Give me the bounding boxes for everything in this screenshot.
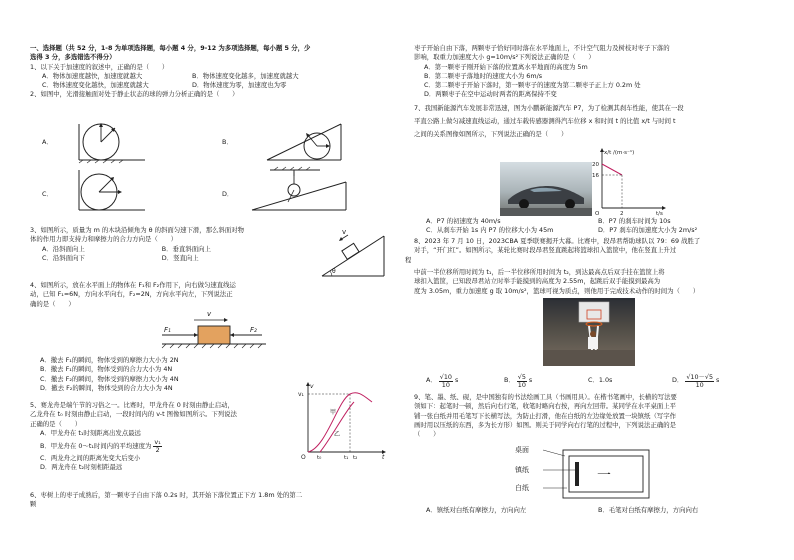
q5-graph-t2: t₂ xyxy=(353,455,358,460)
q3-option-a[interactable]: A．沿斜面向上 xyxy=(42,244,85,253)
q7-option-a[interactable]: A．P7 的初速度为 40m/s xyxy=(426,217,501,225)
q8-option-d-fraction xyxy=(685,374,714,389)
section-heading: 一、选择题（共 52 分，1-8 为单项选择题，每小题 4 分，9-12 为多项选择题，每小题 5 分，少 xyxy=(30,44,311,52)
q3-line2: 体的作用力即支持力和摩擦力的合力方向是（ ） xyxy=(30,235,177,244)
q8-a-numerator: √10 xyxy=(439,372,452,381)
q2-option-c[interactable]: C． xyxy=(42,190,53,198)
q6-option-d[interactable]: D．两颗枣子在空中运动时两者的距离保持不变 xyxy=(424,90,557,99)
q8-line3: 中前一半位移所用时间为 t₁，后一半位移所用时间为 t₂，到达最高点后双手挂在篮筐上将 xyxy=(414,268,665,276)
q5-option-b-text: B．甲龙舟在 0～t₁时间内的平均速度为 xyxy=(40,441,152,450)
q4-block xyxy=(30,281,392,309)
q5-graph-v-axis: v xyxy=(310,383,314,390)
q9-option-b[interactable]: B．毛笔对白纸有摩擦力，方向向右 xyxy=(598,506,699,514)
q8-option-b-label: B． xyxy=(504,376,515,385)
q8-line5: 度为 3.05m，重力加速度 g 取 10m/s²，篮球可视为质点，则他用于完成技术动作的时间为（ ） xyxy=(414,286,700,295)
q5-graph-t0: t₀ xyxy=(317,455,322,460)
q4-line2: 动，已知 F₁=6N，方向水平向右，F₂=2N，方向水平向左，下列说法正 xyxy=(30,290,233,299)
q7-graph-y-label: x/t /(m·s⁻¹) xyxy=(604,150,635,156)
q9-line5: （ ） xyxy=(414,430,440,439)
q4-option-d[interactable]: D．撤去 F₂的瞬间，物体受到的合力大小为 4N xyxy=(40,383,173,392)
q3-options-row2 xyxy=(30,254,300,263)
q3-fig-theta-label: θ xyxy=(332,268,336,275)
q5-b-numerator: v₁ xyxy=(154,437,161,446)
q5-line1: 5、赛龙舟是端午节的习俗之一。比赛时，甲龙舟在 0 时刻由静止启动， xyxy=(30,401,234,409)
q5-graph-jia: 甲 xyxy=(330,409,337,416)
q6-option-b[interactable]: B．第二颗枣子落地时的速度大小为 6m/s xyxy=(424,71,543,80)
q2-figure-d xyxy=(250,166,350,214)
left-column xyxy=(30,44,392,100)
q8-b-unit: s xyxy=(528,376,533,385)
q8-option-b[interactable] xyxy=(504,374,588,389)
q1-options-row1 xyxy=(30,72,392,81)
q3-fig-v-label: v xyxy=(342,228,347,236)
q9-block xyxy=(414,393,782,439)
q2-option-b[interactable]: B． xyxy=(222,138,233,146)
q5-graph-t-axis: t xyxy=(382,454,385,460)
q3-option-b[interactable]: B．垂直斜面向上 xyxy=(161,244,211,253)
q7-graph-x-label: t/s xyxy=(656,211,663,216)
q5-graph-yi: 乙 xyxy=(334,431,341,438)
q8-d-denominator: 10 xyxy=(695,380,704,389)
q2-figure-b xyxy=(265,116,345,164)
q6-line2: 颗 xyxy=(30,500,37,509)
basketball-dunk-photo xyxy=(543,298,635,366)
q8-option-c[interactable]: C．1.0s xyxy=(588,376,613,385)
q7-xt-graph xyxy=(590,144,670,216)
q8-line1: 8、2023 年 7 月 10 日，2023CBA 夏季联赛揭开大幕。比赛中，段昂君帮助球队以 79：69 战胜了 xyxy=(414,237,701,245)
q9-fig-zhenzhi-label: 镇纸 xyxy=(515,466,529,474)
q7-line3: 之间的关系图像如图所示，下列说法正确的是（ ） xyxy=(414,130,568,139)
q5-b-denominator: 2 xyxy=(155,445,160,454)
q5-graph-v1: v₁ xyxy=(298,391,304,398)
q8-option-b-fraction xyxy=(517,374,527,389)
q4-fig-v-label: v xyxy=(207,310,212,318)
q5-option-c[interactable]: C．两龙舟之间的距离先变大后变小 xyxy=(40,454,141,463)
q4-option-c[interactable]: C．撤去 F₂的瞬间，物体受到的摩擦力大小为 4N xyxy=(40,374,179,383)
q7-options-row1 xyxy=(414,217,782,226)
q1-option-a[interactable]: A．物体加速度越快，加速度就越大 xyxy=(42,71,143,80)
q1-options-row2 xyxy=(30,81,392,90)
car-illustration xyxy=(500,162,592,216)
q8-a-unit: s xyxy=(454,376,459,385)
q9-options xyxy=(414,506,782,515)
q2-option-d[interactable]: D． xyxy=(222,190,234,198)
q7-line2: 平直公路上做匀减速直线运动，通过车载传感器测得汽车位移 x 和时间 t 的比值 x/t 与时间 t xyxy=(414,117,676,126)
q7-options-row2 xyxy=(414,226,782,235)
q8-a-denominator: 10 xyxy=(441,380,450,389)
q7-graph-y20: 20 xyxy=(592,162,599,168)
q3-option-c[interactable]: C．沿斜面向下 xyxy=(42,253,85,262)
q5-option-b-fraction xyxy=(153,439,161,454)
q8-b-numerator: √5 xyxy=(517,372,526,381)
q7-graph-y16: 16 xyxy=(592,173,599,179)
q8-options xyxy=(414,372,782,390)
right-column xyxy=(414,44,782,140)
q4-option-a[interactable]: A．撤去 F₁的瞬间，物体受到的摩擦力大小为 2N xyxy=(40,356,179,364)
q8-line4: 球扣入篮筐，已知段昂君站立时举手能摸到的高度为 2.55m，起跳后双手能摸到最高为 xyxy=(414,277,661,286)
q7-line1: 7、我国新能源汽车发展非常迅速，图为小鹏新能源汽车 P7，为了检测其刹车性能，使其在一段 xyxy=(414,103,684,112)
q5-block xyxy=(30,401,302,473)
q7-option-c[interactable]: C．从刹车开始 1s 内 P7 的位移大小为 45m xyxy=(426,226,554,235)
q6-line1: 6、枣树上的枣子成熟后，第一颗枣子自由下落 0.2s 时，其开始下落位置正下方 1.8m 处的第二 xyxy=(30,491,303,499)
q4-option-b[interactable]: B．撤去 F₁的瞬间，物体受到的合力大小为 4N xyxy=(40,365,173,374)
q8-option-a-fraction xyxy=(439,374,453,389)
q9-fig-desk-label: 桌面 xyxy=(515,446,529,454)
q5-graph-t1: t₁ xyxy=(344,455,349,460)
q5-vt-graph xyxy=(298,380,388,460)
xpeng-p7-photo xyxy=(500,162,592,216)
q6-cont-line2: 影响，取重力加速度大小 g=10m/s²下列说法正确的是（ ） xyxy=(414,53,595,62)
q4-figure xyxy=(158,308,268,352)
q8-block xyxy=(414,237,782,256)
q8-option-a[interactable] xyxy=(426,374,504,389)
q8-d-numerator: √10－√5 xyxy=(686,372,714,381)
q5-option-a[interactable]: A．甲龙舟在 t₁时刻距离出发点最远 xyxy=(40,428,141,437)
q5-line2: 乙龙舟在 t₀ 时刻由静止启动，一段时间内的 v-t 图像如图所示。下列说法 xyxy=(30,410,237,419)
q9-line2: 领如下：起笔时一顿，然后向右行笔，收笔时略向右按，再向左回带。某同学在水平桌面上平 xyxy=(414,402,677,411)
q7-option-d[interactable]: D．P7 刹车的加速度大小为 2m/s² xyxy=(598,226,698,235)
section-heading-cont: 选得 3 分，多选错选不得分） xyxy=(30,53,116,62)
q7-graph-x2: 2 xyxy=(620,211,624,216)
q5-option-d[interactable]: D．两龙舟在 t₂时刻相距最远 xyxy=(40,463,123,472)
q6-cont-line1: 枣子开始自由下落，两颗枣子恰好同时落在水平地面上，不计空气阻力及树枝对枣子下落的 xyxy=(414,44,670,52)
q3-option-d[interactable]: D．竖直向上 xyxy=(161,253,199,262)
q1-option-b[interactable]: B．物体速度变化越多，加速度就越大 xyxy=(192,71,299,80)
q8-line2: 对手，“开门红”。如图所示，某轮比赛时段昂君竖直跳起将篮球扣入篮筐中，他在竖直上升过 xyxy=(414,246,677,255)
q2-figures xyxy=(30,116,392,214)
q4-line3: 确的是（ ） xyxy=(30,299,75,308)
q6-option-c[interactable]: C．第二颗枣子开始下落时，第一颗枣子的速度为第二颗枣子正上方 0.2m 处 xyxy=(424,81,641,90)
q3-line1: 3、如图所示，质量为 m 的木块沿倾角为 θ 的斜面匀速下滑，那么斜面对物 xyxy=(30,226,245,234)
q8-option-d-label: D． xyxy=(672,376,684,385)
q2-figure-c xyxy=(75,166,150,214)
q8-option-d[interactable] xyxy=(672,374,719,389)
q7-options xyxy=(414,217,782,236)
q8-line2-tail: 程 xyxy=(405,256,412,264)
q1-stem: 1、以下关于加速度的叙述中，正确的是（ ） xyxy=(30,62,169,71)
q5-graph-origin: O xyxy=(301,454,306,460)
q2-figure-a xyxy=(75,116,150,164)
q7-option-b[interactable]: B．P7 的刹车时间为 10s xyxy=(598,217,671,225)
q6-block xyxy=(30,491,392,510)
q8-b-denominator: 10 xyxy=(517,380,526,389)
q3-incline-figure xyxy=(318,228,388,280)
q2-option-a[interactable]: A． xyxy=(42,138,53,146)
q6-option-a[interactable]: A．第一颗枣子刚开始下落的位置离水平地面的高度为 5m xyxy=(424,62,588,71)
q4-line1: 4、如图所示，放在水平面上的物体在 F₁和 F₂作用下，向右做匀速直线运 xyxy=(30,281,236,289)
q5-line3: 正确的是（ ） xyxy=(30,419,82,428)
q9-line4: 画时用以压纸的东西，多为长方形）如图。则关于同学向右行笔的过程中，下列说法正确的是 xyxy=(414,420,677,429)
q2-stem: 2、如图中，光滑接触面对处于静止状态的球的弹力分析正确的是（ ） xyxy=(30,90,239,99)
q8-block-cont xyxy=(414,268,782,296)
q8-options-row xyxy=(414,372,782,390)
q9-option-a[interactable]: A．镇纸对白纸有摩擦力，方向向左 xyxy=(426,506,527,514)
q9-fig-paper-label: 白纸 xyxy=(515,484,529,492)
q9-desk-figure xyxy=(505,440,655,502)
q8-option-a-label: A． xyxy=(426,376,437,385)
q5-option-b[interactable] xyxy=(30,438,302,454)
q4-fig-f2-label: F₂ xyxy=(250,326,257,334)
q1-option-c[interactable]: C．物体速度变化越快，加速度就越大 xyxy=(42,81,149,90)
q4-fig-f1-label: F₁ xyxy=(164,326,171,334)
dunk-illustration xyxy=(543,298,635,366)
q3-options-row1 xyxy=(30,245,300,254)
q7-graph-origin: O xyxy=(595,211,600,216)
q9-options-row1 xyxy=(414,506,782,515)
q9-fig-stroke-char: 一 xyxy=(597,468,611,484)
q9-line1: 9、笔、墨、纸、砚，是中国独有的书法绘画工具（书画用具）。在楷书笔画中，长横的写法要 xyxy=(414,393,677,401)
q1-option-d[interactable]: D．物体速度为零，加速度也为零 xyxy=(192,81,287,90)
q8-d-unit: s xyxy=(716,376,720,385)
q9-line3: 铺一张白纸并用毛笔写下长横写法，为防止打滑，他在白纸的左边缘处放置一块镇纸（写字作 xyxy=(414,411,677,420)
